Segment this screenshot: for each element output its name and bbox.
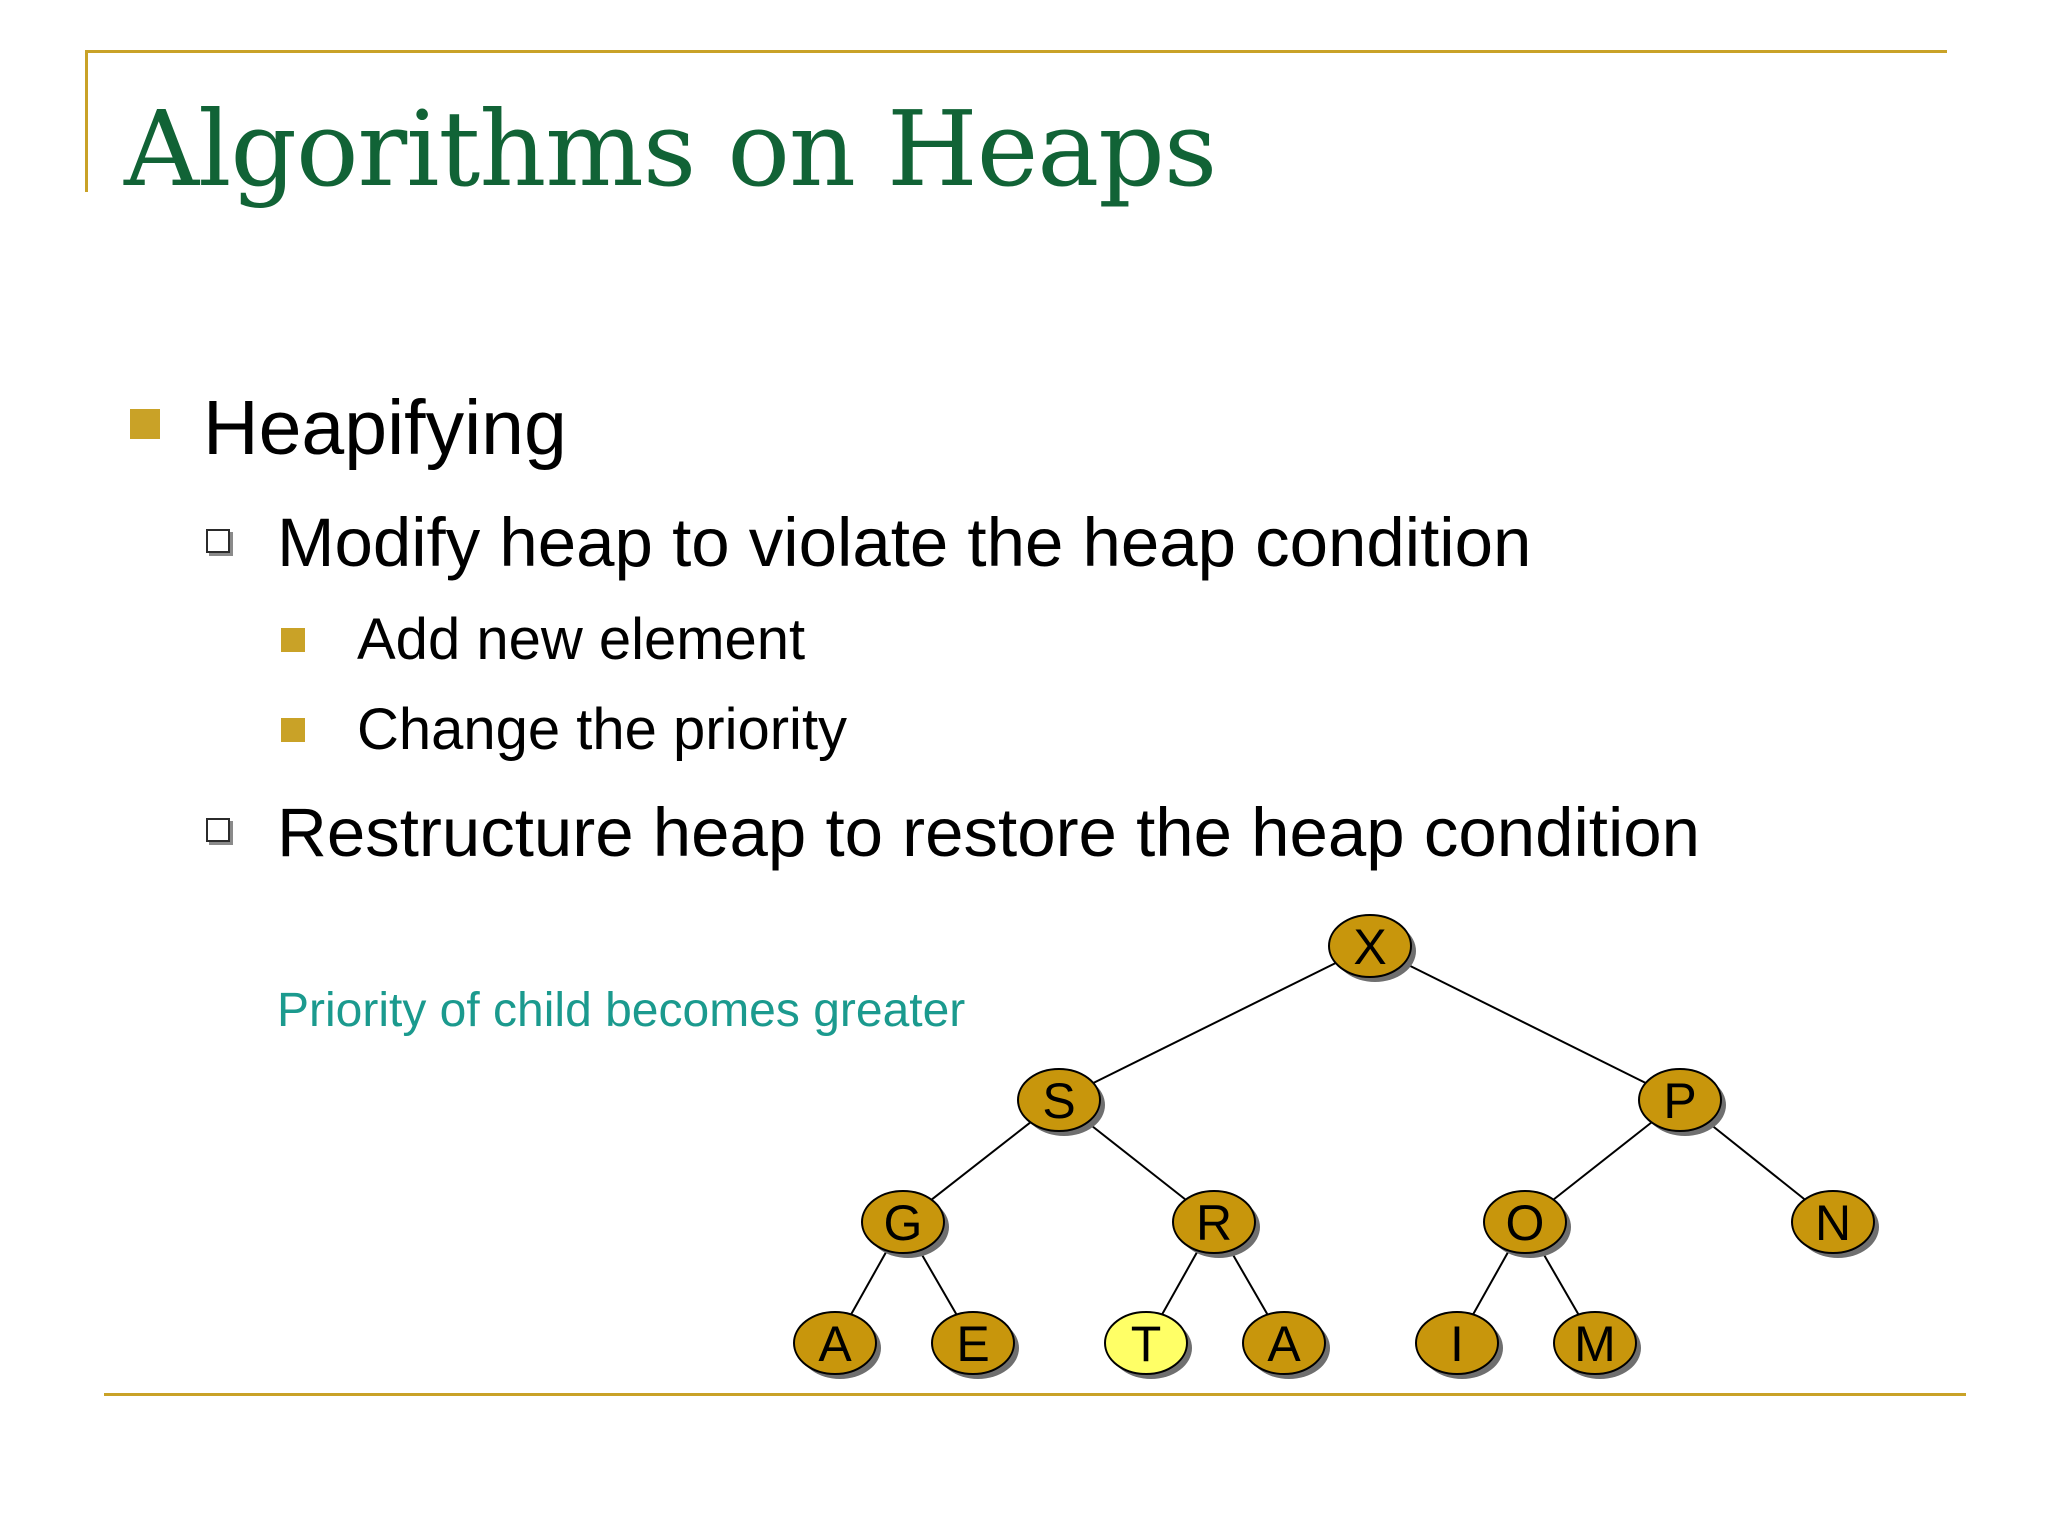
heap-node-e <box>932 1312 1019 1379</box>
heap-node-r <box>1173 1191 1260 1258</box>
heap-node-o <box>1484 1191 1571 1258</box>
heap-edge-n3-n6 <box>1553 1122 1651 1199</box>
heap-edge-n4-n9 <box>919 1250 956 1314</box>
heap-edge-n6-n13 <box>1541 1250 1578 1314</box>
heap-node-i <box>1416 1312 1503 1379</box>
heap-node-label: G <box>883 1195 923 1251</box>
heap-node-p <box>1639 1069 1726 1136</box>
heap-edge-n2-n5 <box>1087 1122 1185 1199</box>
heap-node-g <box>862 1191 949 1258</box>
heap-node-s <box>1018 1069 1105 1136</box>
heap-edges <box>851 963 1805 1315</box>
slide-title: Algorithms on Heaps <box>124 88 1217 210</box>
bullet-restructure: Restructure heap to restore the heap condition <box>277 794 1701 871</box>
bullet-heapifying: Heapifying <box>203 385 567 471</box>
heap-node-label: T <box>1130 1316 1162 1372</box>
bullet-modify: Modify heap to violate the heap condition <box>277 504 1532 581</box>
heap-edge-n5-n11 <box>1230 1250 1267 1314</box>
heap-node-m <box>1554 1312 1641 1379</box>
heap-edge-n4-n8 <box>851 1251 887 1315</box>
heap-edge-n5-n10 <box>1162 1251 1198 1315</box>
heap-edge-n2-n4 <box>931 1122 1030 1199</box>
heap-node-t-highlighted <box>1105 1312 1192 1379</box>
priority-note: Priority of child becomes greater <box>277 984 966 1037</box>
heap-node-label: I <box>1450 1316 1464 1372</box>
heap-node-x <box>1329 915 1416 982</box>
heap-node-label: A <box>1267 1316 1301 1372</box>
heap-node-label: E <box>956 1316 990 1372</box>
heap-node-label: X <box>1353 919 1387 975</box>
heap-node-label: A <box>818 1316 852 1372</box>
heap-node-a <box>1243 1312 1330 1379</box>
heap-node-label: P <box>1663 1073 1697 1129</box>
bullet-add-element: Add new element <box>357 607 806 672</box>
heap-edge-n3-n7 <box>1708 1122 1805 1199</box>
heap-node-label: M <box>1574 1316 1616 1372</box>
heap-node-label: N <box>1814 1195 1852 1251</box>
heap-nodes <box>794 915 1879 1379</box>
heap-node-label: S <box>1042 1073 1076 1129</box>
heap-node-label: R <box>1195 1195 1233 1251</box>
heap-node-label: O <box>1505 1195 1545 1251</box>
heap-node-n <box>1792 1191 1879 1258</box>
heap-edge-n6-n12 <box>1473 1251 1509 1315</box>
heap-edge-n1-n3 <box>1404 963 1645 1083</box>
bullet-change-priority: Change the priority <box>357 697 848 762</box>
heap-node-a <box>794 1312 881 1379</box>
heap-edge-n1-n2 <box>1093 963 1335 1083</box>
